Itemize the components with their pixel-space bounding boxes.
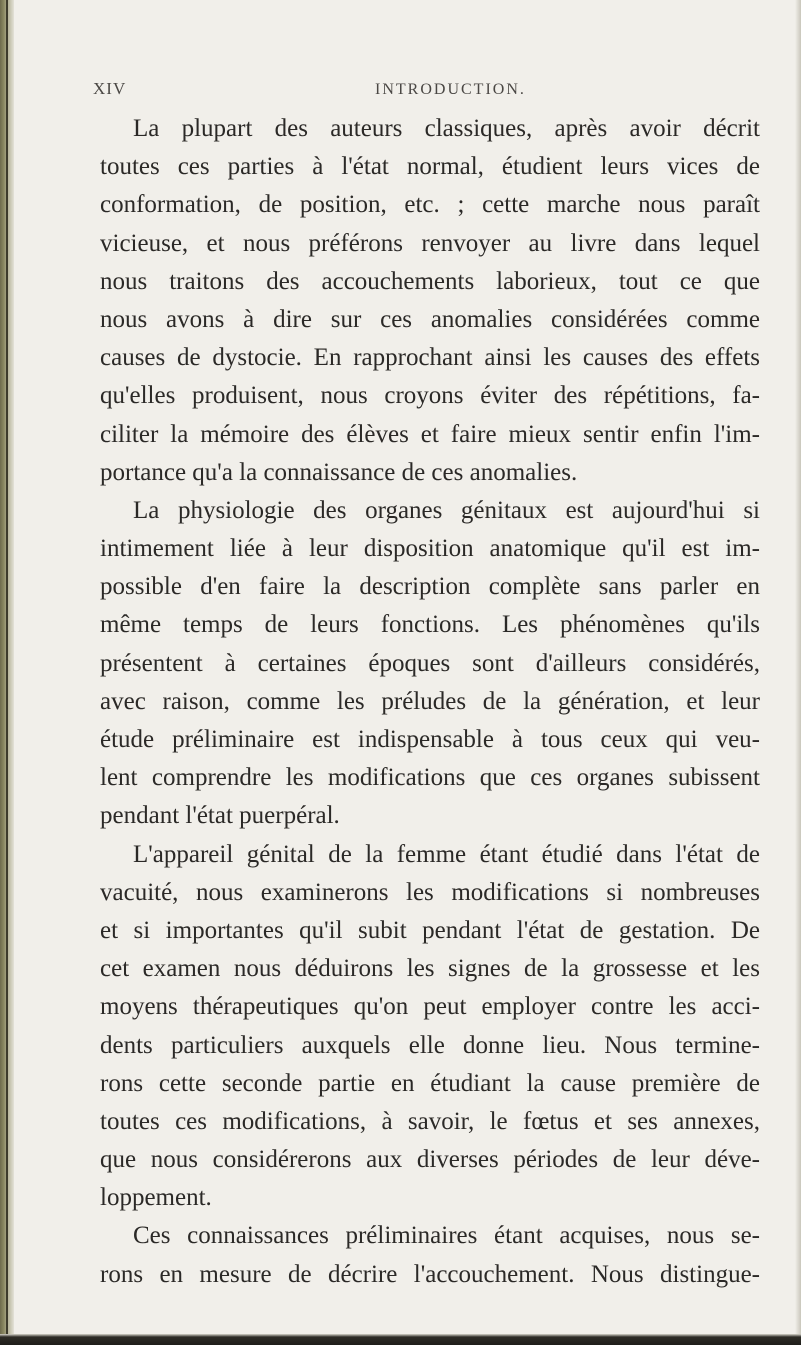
- body-text: [100, 110, 760, 1294]
- text-line: qu'elles produisent, nous croyons éviter des répétitions, fa-: [100, 382, 760, 410]
- text-line: nous avons à dire sur ces anomalies considérées comme: [100, 305, 760, 333]
- text-line: L'appareil génital de la femme étant étudié dans l'état de: [133, 840, 760, 868]
- binding-line: [6, 0, 8, 1345]
- text-line: et si importantes qu'il subit pendant l'état de gestation. De: [100, 916, 760, 944]
- text-line: rons en mesure de décrire l'accouchement. Nous distingue-: [100, 1260, 760, 1288]
- text-line: ciliter la mémoire des élèves et faire mieux sentir enfin l'im-: [100, 420, 760, 448]
- text-line: portance qu'a la connaissance de ces anomalies.: [100, 458, 578, 486]
- text-line: toutes ces parties à l'état normal, étudient leurs vices de: [100, 153, 760, 181]
- bottom-edge: [0, 1334, 801, 1345]
- text-line: que nous considérerons aux diverses périodes de leur déve-: [100, 1146, 760, 1174]
- page-right-edge: [795, 0, 801, 1345]
- text-line: nous traitons des accouchements laborieux, tout ce que: [100, 267, 760, 295]
- text-line: La plupart des auteurs classiques, après avoir décrit: [133, 115, 760, 142]
- text-line: loppement.: [100, 1184, 212, 1212]
- text-line: rons cette seconde partie en étudiant la cause première de: [100, 1069, 760, 1097]
- text-line: étude préliminaire est indispensable à tous ceux qui veu-: [100, 726, 760, 753]
- text-line: vacuité, nous examinerons les modifications si nombreuses: [100, 878, 760, 906]
- text-line: causes de dystocie. En rapprochant ainsi les causes des effets: [100, 344, 760, 372]
- text-line: intimement liée à leur disposition anatomique qu'il est im-: [100, 535, 760, 563]
- page-number: XIV: [93, 79, 127, 98]
- text-line: possible d'en faire la description complète sans parler en: [100, 573, 760, 601]
- text-line: avec raison, comme les préludes de la génération, et leur: [100, 687, 760, 715]
- text-line: cet examen nous déduirons les signes de la grossesse et les: [100, 955, 760, 983]
- text-line: dents particuliers auxquels elle donne lieu. Nous termine-: [100, 1031, 760, 1059]
- text-line: conformation, de position, etc. ; cette marche nous paraît: [100, 191, 760, 219]
- text-line: pendant l'état puerpéral.: [100, 802, 340, 830]
- text-line: vicieuse, et nous préférons renvoyer au livre dans lequel: [100, 229, 760, 257]
- text-line: moyens thérapeutiques qu'on peut employer contre les acci-: [100, 993, 760, 1021]
- text-line: La physiologie des organes génitaux est aujourd'hui si: [133, 496, 760, 524]
- text-line: toutes ces modifications, à savoir, le fœtus et ses annexes,: [100, 1107, 760, 1135]
- running-head: [0, 79, 801, 103]
- header-title: INTRODUCTION.: [375, 81, 526, 98]
- text-line: lent comprendre les modifications que ces organes subissent: [100, 764, 760, 792]
- text-line: Ces connaissances préliminaires étant acquises, nous se-: [133, 1222, 760, 1250]
- text-line: même temps de leurs fonctions. Les phénomènes qu'ils: [100, 611, 760, 639]
- text-line: présentent à certaines époques sont d'ailleurs considérés,: [100, 649, 760, 677]
